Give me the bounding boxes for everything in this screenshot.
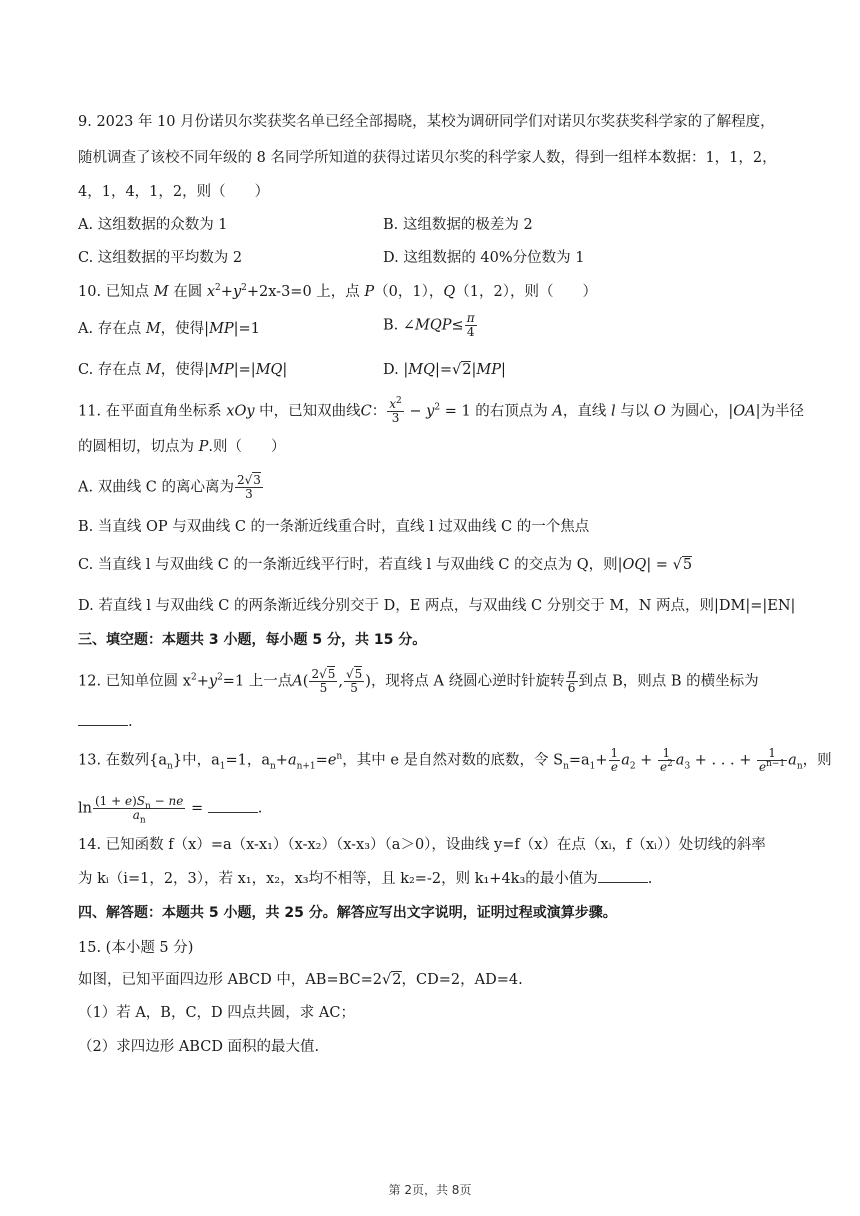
q15-part-2: （2）求四边形 ABCD 面积的最大值. xyxy=(78,1039,320,1055)
q11-option-a: A. 双曲线 C 的离心离为 $\frac{2√3}{3}$ xyxy=(78,473,261,501)
q12-line1: 12. 已知单位圆 $x^2+y^2=1$ 上一点A( $\frac{2√5}{5}$ , $\frac{√5}{5}$ )，现将点 A 绕圆心逆时针旋转 $\frac{\pi}{6}$ 到点 B，则点 B 的横坐标为 xyxy=(78,667,759,695)
q11-stem-line2: 的圆相切，切点为 P.则（ ） xyxy=(78,439,286,455)
q14-answer-blank[interactable] xyxy=(598,868,648,883)
q9-line1: 9. 2023 年 10 月份诺贝尔奖获奖名单已经全部揭晓，某校为调研同学们对诺贝尔奖获奖科学家的了解程度， xyxy=(78,114,775,130)
q10-option-d: D. |MQ|=√2|MP| xyxy=(383,362,506,378)
q13-line1: 13. 在数列$\{a_n\}$中，$a_1=1$，$a_n+a_{n+1}=e^n$，其中 e 是自然对数的底数，令 $S_n=a_1+$ $\frac{1}{e}$ $a_2$ + $\frac{1}{e^2}$ $a_3$ + . . . + $\frac{1}{e^{n-1}}$ $a_n$，则 xyxy=(78,746,832,774)
q15-part-1: （1）若 A，B，C，D 四点共圆，求 AC； xyxy=(78,1005,355,1021)
q9-line2: 随机调查了该校不同年级的 8 名同学所知道的获得过诺贝尔奖的科学家人数，得到一组样本数据：1，1，2， xyxy=(78,150,777,166)
q11-option-b: B. 当直线 OP 与双曲线 C 的一条渐近线重合时，直线 l 过双曲线 C 的一个焦点 xyxy=(78,519,590,535)
q13-answer-blank[interactable] xyxy=(208,798,258,813)
q10-option-b: B. ∠MQP≤ $\frac{\pi}{4}$ xyxy=(383,311,475,339)
q9-option-c: C. 这组数据的平均数为 2 xyxy=(78,250,243,266)
q12-answer-blank[interactable] xyxy=(78,711,128,726)
q10-option-a: A. 存在点 M，使得|MP|=1 xyxy=(78,321,260,337)
q10-stem: 10. 已知点 M 在圆 $x^2+y^2+2x-3=0$ 上，点 P（0，1），Q（1，2），则（ ） xyxy=(78,283,597,300)
q14-line1: 14. 已知函数 f（x）=a（x-x₁）（x-x₂）（x-x₃）（a＞0），设曲线 y=f（x）在点（xᵢ，f（xᵢ））处切线的斜率 xyxy=(78,837,766,853)
q11-stem-line1: 11. 在平面直角坐标系 xOy 中，已知双曲线C： $\frac{x^2}{3}$ − $y^2 = 1$ 的右顶点为 A，直线 l 与以 O 为圆心，|OA|为半径 xyxy=(78,396,804,425)
q9-option-a: A. 这组数据的众数为 1 xyxy=(78,217,228,233)
q11-option-d: D. 若直线 l 与双曲线 C 的两条渐近线分别交于 D，E 两点，与双曲线 C 分别交于 M，N 两点，则|DM|=|EN| xyxy=(78,598,796,614)
q9-option-b: B. 这组数据的极差为 2 xyxy=(383,217,533,233)
q14-line2: 为 kᵢ（i=1，2，3），若 x₁，x₂，x₃均不相等，且 k₂=-2，则 k₁+4k₃的最小值为 . xyxy=(78,868,790,890)
q15-stem: 如图，已知平面四边形 ABCD 中，AB=BC=2√2，CD=2，AD=4. xyxy=(78,972,523,988)
page-footer: 第 2页，共 8页 xyxy=(388,1183,472,1197)
q9-option-d: D. 这组数据的 40%分位数为 1 xyxy=(383,250,585,266)
section-4-heading: 四、解答题：本题共 5 小题，共 25 分。解答应写出文字说明，证明过程或演算步骤。 xyxy=(78,905,617,921)
section-3-heading: 三、填空题：本题共 3 小题，每小题 5 分，共 15 分。 xyxy=(78,632,427,648)
q9-line3: 4，1，4，1，2，则（ ） xyxy=(78,184,270,200)
q11-option-c: C. 当直线 l 与双曲线 C 的一条渐近线平行时，若直线 l 与双曲线 C 的交点为 Q，则|OQ| = √5 xyxy=(78,557,693,573)
q15-heading: 15. (本小题 5 分) xyxy=(78,940,194,956)
q13-line2: ln $\frac{(1 + e)S_n - ne}{a_n}$ = . xyxy=(78,794,263,826)
q10-option-c: C. 存在点 M，使得|MP|=|MQ| xyxy=(78,362,288,378)
q12-line2: . xyxy=(78,711,790,733)
